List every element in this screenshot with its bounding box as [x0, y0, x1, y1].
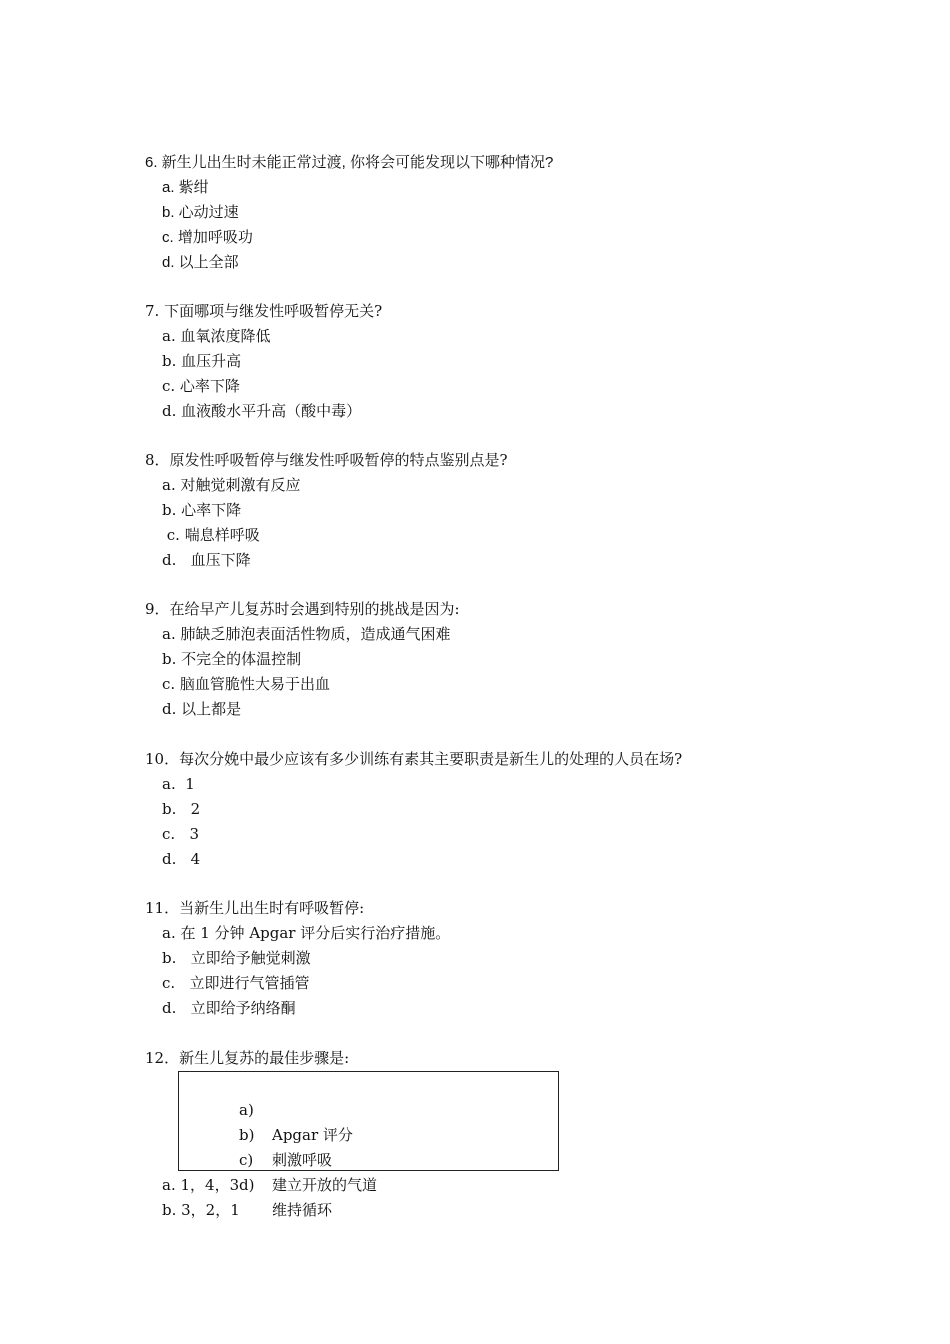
option: a. 1: [162, 775, 195, 793]
step-text: 建立开放的气道: [272, 1176, 378, 1194]
option: c. 增加呼吸功: [162, 229, 253, 246]
step-marker: b): [239, 1126, 255, 1144]
step-marker: c): [239, 1151, 254, 1169]
question-11: [145, 896, 450, 1021]
question-title: 8．原发性呼吸暂停与继发性呼吸暂停的特点鉴别点是?: [145, 451, 508, 469]
question-8: [145, 448, 508, 573]
question-6: [145, 150, 553, 275]
option: a. 紫绀: [162, 179, 209, 196]
question-7: [145, 299, 382, 424]
option: d. 血压下降: [162, 551, 251, 569]
step-text: 维持循环: [272, 1201, 333, 1219]
step-text: Apgar 评分: [272, 1126, 353, 1144]
option: c. 3: [162, 825, 200, 843]
question-title: 12．新生儿复苏的最佳步骤是:: [145, 1049, 350, 1067]
question-12-options: [162, 1173, 240, 1223]
step-row: [179, 1073, 558, 1144]
option: d. 4: [162, 850, 201, 868]
question-title: 10．每次分娩中最少应该有多少训练有素其主要职责是新生儿的处理的人员在场?: [145, 750, 683, 768]
step-marker: d): [239, 1176, 255, 1194]
question-title: 6. 新生儿出生时未能正常过渡, 你将会可能发现以下哪种情况?: [145, 154, 554, 171]
option: b. 不完全的体温控制: [162, 650, 302, 668]
option: c. 脑血管脆性大易于出血: [162, 675, 330, 693]
question-title: 7. 下面哪项与继发性呼吸暂停无关?: [145, 302, 383, 320]
option: d. 以上都是: [162, 700, 242, 718]
option: d. 血液酸水平升高（酸中毒）: [162, 402, 362, 420]
option: d. 立即给予纳络酮: [162, 999, 296, 1017]
option: b. 2: [162, 800, 201, 818]
option: c. 心率下降: [162, 377, 240, 395]
option: d. 以上全部: [162, 254, 239, 271]
option: c. 立即进行气管插管: [162, 974, 310, 992]
option: a. 对触觉刺激有反应: [162, 476, 301, 494]
question-title: 9．在给早产儿复苏时会遇到特别的挑战是因为:: [145, 600, 460, 618]
question-12: [145, 1046, 349, 1071]
option: b. 心动过速: [162, 204, 239, 221]
step-marker: a): [239, 1101, 254, 1119]
option: b. 心率下降: [162, 501, 242, 519]
option: a. 血氧浓度降低: [162, 327, 271, 345]
option: a. 肺缺乏肺泡表面活性物质，造成通气困难: [162, 625, 451, 643]
option: b. 3，2，1: [162, 1201, 240, 1219]
option: a. 在 1 分钟 Apgar 评分后实行治疗措施。: [162, 924, 451, 942]
option: b. 血压升高: [162, 352, 242, 370]
option: b. 立即给予触觉刺激: [162, 949, 311, 967]
option: c. 喘息样呼吸: [162, 526, 260, 544]
option: a. 1，4，3: [162, 1176, 240, 1194]
question-title: 11．当新生儿出生时有呼吸暂停:: [145, 899, 365, 917]
question-10: [145, 747, 682, 872]
step-text: 刺激呼吸: [272, 1151, 333, 1169]
question-9: [145, 597, 460, 722]
